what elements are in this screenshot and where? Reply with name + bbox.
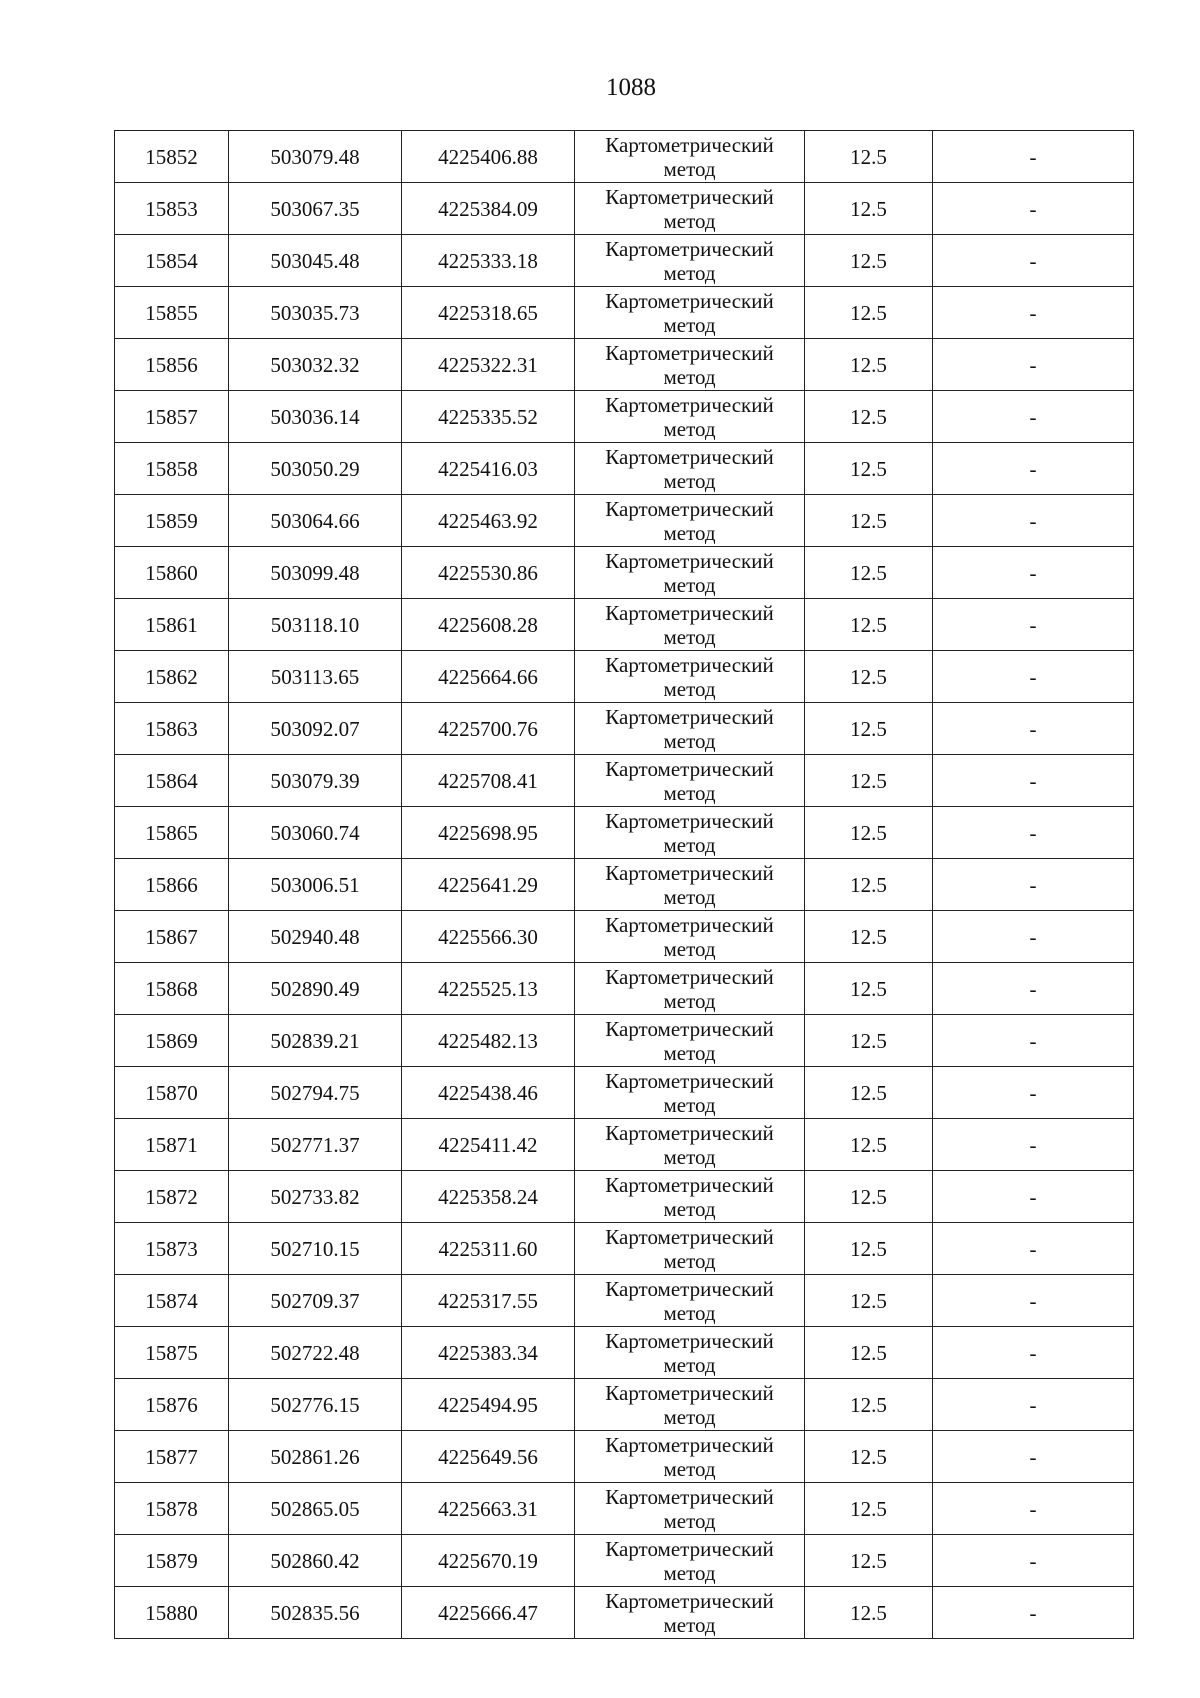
method-line-1: Картометрический <box>605 756 774 781</box>
x-coordinate-cell: 502861.26 <box>229 1431 402 1483</box>
point-number-cell: 15867 <box>115 911 229 963</box>
x-coordinate-cell: 503118.10 <box>229 599 402 651</box>
method-line-2: метод <box>663 156 716 181</box>
accuracy-cell: 12.5 <box>805 1119 933 1171</box>
note-cell: - <box>933 1483 1134 1535</box>
point-number-cell: 15868 <box>115 963 229 1015</box>
y-coordinate-cell: 4225335.52 <box>402 391 575 443</box>
method-cell <box>575 911 805 963</box>
method-line-1: Картометрический <box>605 132 774 157</box>
method-line-2: метод <box>663 1612 716 1637</box>
accuracy-cell: 12.5 <box>805 859 933 911</box>
point-number-cell: 15880 <box>115 1587 229 1639</box>
x-coordinate-cell: 502776.15 <box>229 1379 402 1431</box>
note-cell: - <box>933 963 1134 1015</box>
method-line-2: метод <box>663 1144 716 1169</box>
method-cell <box>575 859 805 911</box>
accuracy-cell: 12.5 <box>805 963 933 1015</box>
method-line-2: метод <box>663 676 716 701</box>
accuracy-cell: 12.5 <box>805 547 933 599</box>
method-line-1: Картометрический <box>605 1016 774 1041</box>
method-line-1: Картометрический <box>605 1276 774 1301</box>
note-cell: - <box>933 131 1134 183</box>
accuracy-cell: 12.5 <box>805 1431 933 1483</box>
accuracy-cell: 12.5 <box>805 1171 933 1223</box>
y-coordinate-cell: 4225664.66 <box>402 651 575 703</box>
method-cell <box>575 1171 805 1223</box>
accuracy-cell: 12.5 <box>805 287 933 339</box>
table-row <box>115 1067 1134 1119</box>
point-number-cell: 15879 <box>115 1535 229 1587</box>
method-line-1: Картометрический <box>605 1120 774 1145</box>
accuracy-cell: 12.5 <box>805 1015 933 1067</box>
x-coordinate-cell: 503006.51 <box>229 859 402 911</box>
y-coordinate-cell: 4225666.47 <box>402 1587 575 1639</box>
method-line-1: Картометрический <box>605 1380 774 1405</box>
method-line-2: метод <box>663 884 716 909</box>
x-coordinate-cell: 503064.66 <box>229 495 402 547</box>
y-coordinate-cell: 4225318.65 <box>402 287 575 339</box>
point-number-cell: 15869 <box>115 1015 229 1067</box>
accuracy-cell: 12.5 <box>805 599 933 651</box>
method-line-2: метод <box>663 988 716 1013</box>
table-row <box>115 599 1134 651</box>
method-cell <box>575 1379 805 1431</box>
y-coordinate-cell: 4225311.60 <box>402 1223 575 1275</box>
point-number-cell: 15863 <box>115 703 229 755</box>
method-cell <box>575 1223 805 1275</box>
method-line-1: Картометрический <box>605 288 774 313</box>
note-cell: - <box>933 651 1134 703</box>
table-row <box>115 651 1134 703</box>
y-coordinate-cell: 4225411.42 <box>402 1119 575 1171</box>
x-coordinate-cell: 503060.74 <box>229 807 402 859</box>
point-number-cell: 15852 <box>115 131 229 183</box>
method-cell <box>575 807 805 859</box>
method-cell <box>575 1067 805 1119</box>
accuracy-cell: 12.5 <box>805 911 933 963</box>
y-coordinate-cell: 4225406.88 <box>402 131 575 183</box>
y-coordinate-cell: 4225698.95 <box>402 807 575 859</box>
method-cell <box>575 1483 805 1535</box>
method-line-1: Картометрический <box>605 1328 774 1353</box>
table-row <box>115 287 1134 339</box>
method-line-1: Картометрический <box>605 1224 774 1249</box>
table-row <box>115 963 1134 1015</box>
point-number-cell: 15855 <box>115 287 229 339</box>
y-coordinate-cell: 4225463.92 <box>402 495 575 547</box>
method-line-1: Картометрический <box>605 444 774 469</box>
table-row <box>115 1483 1134 1535</box>
table-row <box>115 807 1134 859</box>
x-coordinate-cell: 502722.48 <box>229 1327 402 1379</box>
point-number-cell: 15877 <box>115 1431 229 1483</box>
table-row <box>115 495 1134 547</box>
method-line-1: Картометрический <box>605 964 774 989</box>
method-cell <box>575 443 805 495</box>
note-cell: - <box>933 703 1134 755</box>
y-coordinate-cell: 4225333.18 <box>402 235 575 287</box>
method-cell <box>575 183 805 235</box>
y-coordinate-cell: 4225384.09 <box>402 183 575 235</box>
table-row <box>115 755 1134 807</box>
table-row <box>115 443 1134 495</box>
method-line-2: метод <box>663 208 716 233</box>
method-line-2: метод <box>663 1248 716 1273</box>
note-cell: - <box>933 1535 1134 1587</box>
method-cell <box>575 339 805 391</box>
method-line-2: метод <box>663 624 716 649</box>
note-cell: - <box>933 599 1134 651</box>
accuracy-cell: 12.5 <box>805 1223 933 1275</box>
method-line-2: метод <box>663 1196 716 1221</box>
point-number-cell: 15853 <box>115 183 229 235</box>
y-coordinate-cell: 4225670.19 <box>402 1535 575 1587</box>
method-cell <box>575 1119 805 1171</box>
method-cell <box>575 131 805 183</box>
y-coordinate-cell: 4225317.55 <box>402 1275 575 1327</box>
accuracy-cell: 12.5 <box>805 1067 933 1119</box>
method-line-2: метод <box>663 780 716 805</box>
table-row <box>115 1431 1134 1483</box>
method-line-2: метод <box>663 520 716 545</box>
y-coordinate-cell: 4225608.28 <box>402 599 575 651</box>
y-coordinate-cell: 4225566.30 <box>402 911 575 963</box>
method-line-2: метод <box>663 1300 716 1325</box>
x-coordinate-cell: 502860.42 <box>229 1535 402 1587</box>
x-coordinate-cell: 503113.65 <box>229 651 402 703</box>
point-number-cell: 15874 <box>115 1275 229 1327</box>
note-cell: - <box>933 1171 1134 1223</box>
method-line-1: Картометрический <box>605 1588 774 1613</box>
point-number-cell: 15861 <box>115 599 229 651</box>
point-number-cell: 15872 <box>115 1171 229 1223</box>
x-coordinate-cell: 503045.48 <box>229 235 402 287</box>
method-cell <box>575 1327 805 1379</box>
method-line-2: метод <box>663 1404 716 1429</box>
method-line-1: Картометрический <box>605 1432 774 1457</box>
y-coordinate-cell: 4225383.34 <box>402 1327 575 1379</box>
x-coordinate-cell: 503079.48 <box>229 131 402 183</box>
method-line-2: метод <box>663 832 716 857</box>
accuracy-cell: 12.5 <box>805 443 933 495</box>
note-cell: - <box>933 443 1134 495</box>
x-coordinate-cell: 502839.21 <box>229 1015 402 1067</box>
accuracy-cell: 12.5 <box>805 1275 933 1327</box>
accuracy-cell: 12.5 <box>805 807 933 859</box>
note-cell: - <box>933 495 1134 547</box>
x-coordinate-cell: 503067.35 <box>229 183 402 235</box>
accuracy-cell: 12.5 <box>805 651 933 703</box>
x-coordinate-cell: 502890.49 <box>229 963 402 1015</box>
x-coordinate-cell: 503099.48 <box>229 547 402 599</box>
note-cell: - <box>933 1015 1134 1067</box>
table-row <box>115 703 1134 755</box>
table-row <box>115 547 1134 599</box>
accuracy-cell: 12.5 <box>805 1587 933 1639</box>
note-cell: - <box>933 1119 1134 1171</box>
coordinates-table <box>114 130 1134 1639</box>
x-coordinate-cell: 502771.37 <box>229 1119 402 1171</box>
method-line-1: Картометрический <box>605 808 774 833</box>
method-cell <box>575 651 805 703</box>
y-coordinate-cell: 4225663.31 <box>402 1483 575 1535</box>
method-line-2: метод <box>663 1092 716 1117</box>
note-cell: - <box>933 391 1134 443</box>
table-row <box>115 1275 1134 1327</box>
method-line-1: Картометрический <box>605 496 774 521</box>
accuracy-cell: 12.5 <box>805 1483 933 1535</box>
note-cell: - <box>933 183 1134 235</box>
method-line-2: метод <box>663 364 716 389</box>
method-line-2: метод <box>663 1456 716 1481</box>
method-line-2: метод <box>663 1508 716 1533</box>
accuracy-cell: 12.5 <box>805 703 933 755</box>
x-coordinate-cell: 502709.37 <box>229 1275 402 1327</box>
x-coordinate-cell: 503036.14 <box>229 391 402 443</box>
accuracy-cell: 12.5 <box>805 235 933 287</box>
x-coordinate-cell: 502835.56 <box>229 1587 402 1639</box>
point-number-cell: 15862 <box>115 651 229 703</box>
x-coordinate-cell: 502865.05 <box>229 1483 402 1535</box>
method-cell <box>575 1275 805 1327</box>
method-line-1: Картометрический <box>605 392 774 417</box>
point-number-cell: 15858 <box>115 443 229 495</box>
table-row <box>115 131 1134 183</box>
point-number-cell: 15857 <box>115 391 229 443</box>
note-cell: - <box>933 1379 1134 1431</box>
point-number-cell: 15878 <box>115 1483 229 1535</box>
point-number-cell: 15873 <box>115 1223 229 1275</box>
x-coordinate-cell: 502710.15 <box>229 1223 402 1275</box>
table-row <box>115 391 1134 443</box>
method-cell <box>575 703 805 755</box>
y-coordinate-cell: 4225525.13 <box>402 963 575 1015</box>
method-line-2: метод <box>663 1040 716 1065</box>
method-line-2: метод <box>663 312 716 337</box>
point-number-cell: 15860 <box>115 547 229 599</box>
note-cell: - <box>933 807 1134 859</box>
point-number-cell: 15856 <box>115 339 229 391</box>
y-coordinate-cell: 4225416.03 <box>402 443 575 495</box>
method-line-1: Картометрический <box>605 1484 774 1509</box>
x-coordinate-cell: 502940.48 <box>229 911 402 963</box>
method-line-1: Картометрический <box>605 1172 774 1197</box>
y-coordinate-cell: 4225700.76 <box>402 703 575 755</box>
y-coordinate-cell: 4225322.31 <box>402 339 575 391</box>
accuracy-cell: 12.5 <box>805 391 933 443</box>
table-row <box>115 1119 1134 1171</box>
accuracy-cell: 12.5 <box>805 131 933 183</box>
coordinates-table-body <box>115 131 1134 1639</box>
method-cell <box>575 599 805 651</box>
table-row <box>115 339 1134 391</box>
method-cell <box>575 1535 805 1587</box>
x-coordinate-cell: 503092.07 <box>229 703 402 755</box>
point-number-cell: 15865 <box>115 807 229 859</box>
point-number-cell: 15875 <box>115 1327 229 1379</box>
method-cell <box>575 1431 805 1483</box>
x-coordinate-cell: 503079.39 <box>229 755 402 807</box>
table-row <box>115 1379 1134 1431</box>
note-cell: - <box>933 287 1134 339</box>
table-row <box>115 1171 1134 1223</box>
table-row <box>115 1223 1134 1275</box>
method-cell <box>575 235 805 287</box>
method-line-2: метод <box>663 1352 716 1377</box>
method-cell <box>575 495 805 547</box>
note-cell: - <box>933 1275 1134 1327</box>
table-row <box>115 911 1134 963</box>
x-coordinate-cell: 502733.82 <box>229 1171 402 1223</box>
method-line-1: Картометрический <box>605 652 774 677</box>
table-row <box>115 1587 1134 1639</box>
method-line-1: Картометрический <box>605 860 774 885</box>
method-line-1: Картометрический <box>605 548 774 573</box>
method-cell <box>575 287 805 339</box>
accuracy-cell: 12.5 <box>805 183 933 235</box>
method-cell <box>575 547 805 599</box>
point-number-cell: 15870 <box>115 1067 229 1119</box>
y-coordinate-cell: 4225530.86 <box>402 547 575 599</box>
method-line-1: Картометрический <box>605 340 774 365</box>
x-coordinate-cell: 503035.73 <box>229 287 402 339</box>
table-row <box>115 235 1134 287</box>
y-coordinate-cell: 4225708.41 <box>402 755 575 807</box>
note-cell: - <box>933 859 1134 911</box>
method-line-2: метод <box>663 572 716 597</box>
table-row <box>115 1535 1134 1587</box>
method-line-1: Картометрический <box>605 1068 774 1093</box>
method-line-2: метод <box>663 1560 716 1585</box>
point-number-cell: 15876 <box>115 1379 229 1431</box>
method-line-2: метод <box>663 260 716 285</box>
note-cell: - <box>933 755 1134 807</box>
accuracy-cell: 12.5 <box>805 339 933 391</box>
accuracy-cell: 12.5 <box>805 1327 933 1379</box>
note-cell: - <box>933 1327 1134 1379</box>
y-coordinate-cell: 4225641.29 <box>402 859 575 911</box>
x-coordinate-cell: 503050.29 <box>229 443 402 495</box>
note-cell: - <box>933 547 1134 599</box>
note-cell: - <box>933 1223 1134 1275</box>
note-cell: - <box>933 235 1134 287</box>
table-row <box>115 1015 1134 1067</box>
method-cell <box>575 1015 805 1067</box>
y-coordinate-cell: 4225649.56 <box>402 1431 575 1483</box>
note-cell: - <box>933 1587 1134 1639</box>
method-line-1: Картометрический <box>605 1536 774 1561</box>
method-line-1: Картометрический <box>605 704 774 729</box>
method-cell <box>575 963 805 1015</box>
y-coordinate-cell: 4225494.95 <box>402 1379 575 1431</box>
accuracy-cell: 12.5 <box>805 755 933 807</box>
accuracy-cell: 12.5 <box>805 495 933 547</box>
accuracy-cell: 12.5 <box>805 1535 933 1587</box>
method-cell <box>575 391 805 443</box>
method-cell <box>575 1587 805 1639</box>
x-coordinate-cell: 503032.32 <box>229 339 402 391</box>
note-cell: - <box>933 911 1134 963</box>
y-coordinate-cell: 4225358.24 <box>402 1171 575 1223</box>
method-line-2: метод <box>663 728 716 753</box>
method-cell <box>575 755 805 807</box>
method-line-1: Картометрический <box>605 236 774 261</box>
x-coordinate-cell: 502794.75 <box>229 1067 402 1119</box>
table-row <box>115 1327 1134 1379</box>
point-number-cell: 15854 <box>115 235 229 287</box>
method-line-1: Картометрический <box>605 600 774 625</box>
point-number-cell: 15871 <box>115 1119 229 1171</box>
page-number: 1088 <box>606 74 656 101</box>
accuracy-cell: 12.5 <box>805 1379 933 1431</box>
y-coordinate-cell: 4225438.46 <box>402 1067 575 1119</box>
note-cell: - <box>933 1067 1134 1119</box>
method-line-2: метод <box>663 936 716 961</box>
point-number-cell: 15866 <box>115 859 229 911</box>
y-coordinate-cell: 4225482.13 <box>402 1015 575 1067</box>
note-cell: - <box>933 339 1134 391</box>
method-line-2: метод <box>663 416 716 441</box>
point-number-cell: 15859 <box>115 495 229 547</box>
table-row <box>115 183 1134 235</box>
point-number-cell: 15864 <box>115 755 229 807</box>
method-line-1: Картометрический <box>605 184 774 209</box>
method-line-2: метод <box>663 468 716 493</box>
table-row <box>115 859 1134 911</box>
note-cell: - <box>933 1431 1134 1483</box>
method-line-1: Картометрический <box>605 912 774 937</box>
